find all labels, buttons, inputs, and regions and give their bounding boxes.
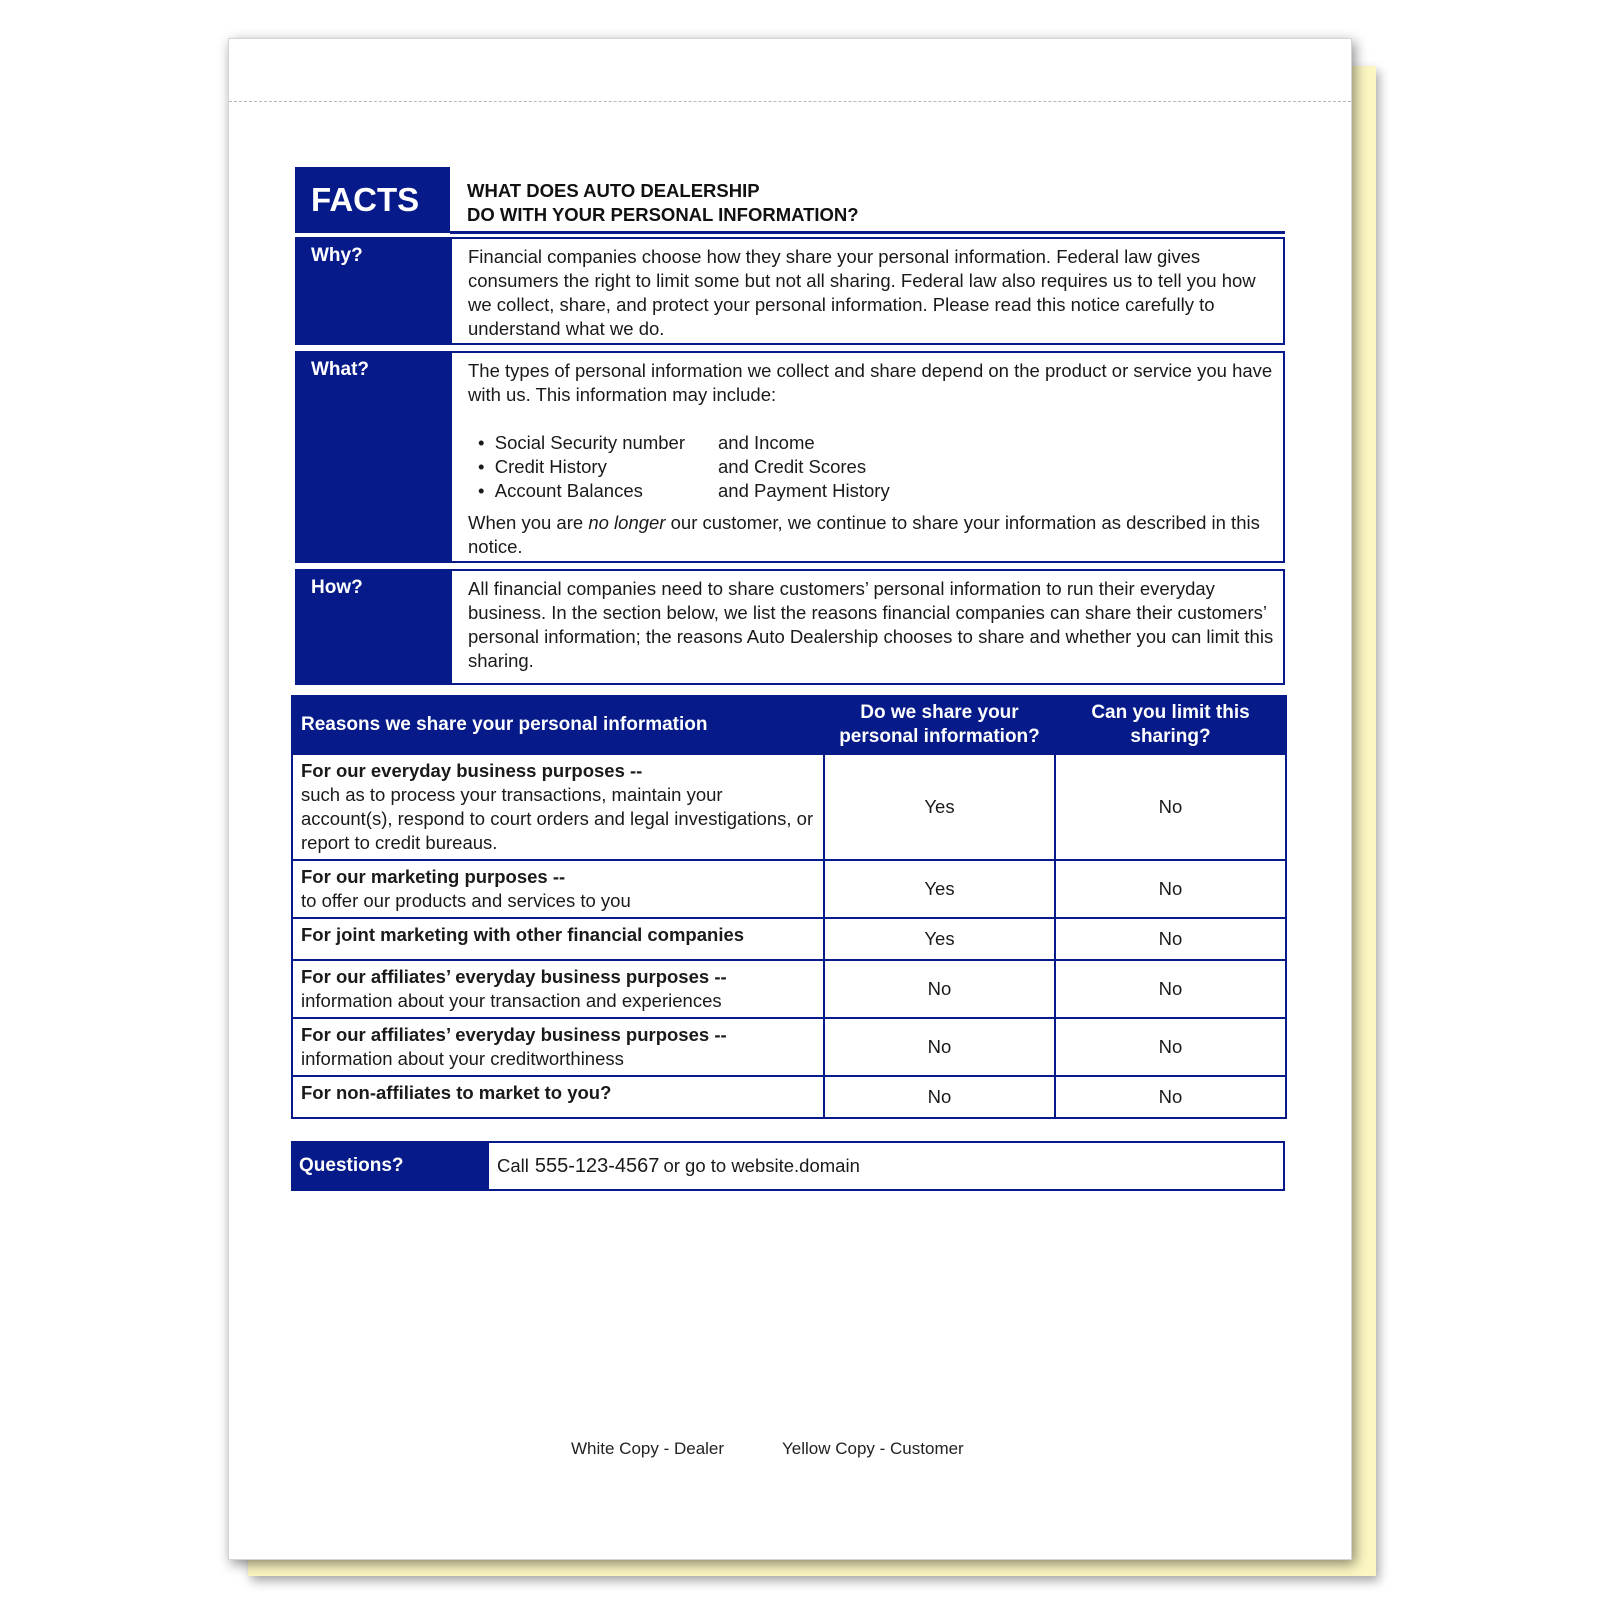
limit-cell: No	[1055, 860, 1286, 918]
table-header-row	[292, 696, 1286, 754]
how-text: All financial companies need to share customers’ personal information to run their everyday business. In the section below, we list the reasons financial companies can share their customers’ personal information; the reasons Auto Dealership chooses to share and whether you can limit this sharing.	[450, 569, 1285, 685]
what-outro: When you are no longer our customer, we continue to share your information as described in this notice.	[468, 512, 1260, 557]
share-cell: Yes	[824, 918, 1055, 960]
limit-cell: No	[1055, 754, 1286, 860]
header-rule	[450, 231, 1285, 234]
facts-label: FACTS	[295, 167, 450, 233]
list-item: • Account Balances and Payment History	[478, 480, 890, 501]
questions-label: Questions?	[291, 1141, 487, 1191]
perforation-line	[229, 101, 1351, 102]
table-row	[292, 960, 1286, 1018]
reasons-table	[291, 695, 1287, 1119]
how-section	[295, 569, 1285, 685]
share-cell: No	[824, 960, 1055, 1018]
reason-cell: For joint marketing with other financial companies	[292, 918, 824, 960]
white-copy-label: White Copy - Dealer	[571, 1439, 725, 1458]
facts-header	[295, 167, 1285, 235]
list-item: • Social Security number and Income	[478, 432, 815, 453]
white-copy-sheet	[228, 38, 1352, 1560]
reason-cell: For our affiliates’ everyday business purposes -- information about your creditworthiness	[292, 1018, 824, 1076]
phone-number: 555-123-4567	[534, 1154, 660, 1177]
table-row	[292, 1076, 1286, 1118]
share-cell: Yes	[824, 860, 1055, 918]
title-line-1: WHAT DOES AUTO DEALERSHIP	[467, 180, 760, 201]
limit-cell: No	[1055, 1018, 1286, 1076]
reason-cell: For non-affiliates to market to you?	[292, 1076, 824, 1118]
info-types-list	[478, 431, 1275, 503]
how-label: How?	[295, 569, 450, 685]
table-row	[292, 918, 1286, 960]
questions-text: Call 555-123-4567 or go to website.domain	[487, 1141, 1285, 1191]
column-header: Reasons we share your personal information	[292, 696, 824, 754]
limit-cell: No	[1055, 960, 1286, 1018]
questions-section	[291, 1141, 1285, 1191]
why-label: Why?	[295, 237, 450, 345]
share-cell: Yes	[824, 754, 1055, 860]
yellow-copy-label: Yellow Copy - Customer	[782, 1439, 964, 1458]
reason-cell: For our everyday business purposes -- such as to process your transactions, maintain your account(s), respond to court orders and legal investigations, or report to credit bureaus.	[292, 754, 824, 860]
list-item: • Credit History and Credit Scores	[478, 456, 867, 477]
limit-cell: No	[1055, 1076, 1286, 1118]
share-cell: No	[824, 1018, 1055, 1076]
table-row	[292, 754, 1286, 860]
column-header: Can you limit this sharing?	[1055, 696, 1286, 754]
reason-cell: For our affiliates’ everyday business purposes -- information about your transaction and experiences	[292, 960, 824, 1018]
why-text: Financial companies choose how they share your personal information. Federal law gives consumers the right to limit some but not all sharing. Federal law also requires us to tell you how we collect, share, and protect your personal information. Please read this notice carefully to understand what we do.	[450, 237, 1285, 345]
title-line-2: DO WITH YOUR PERSONAL INFORMATION?	[467, 204, 859, 225]
what-text	[450, 351, 1285, 563]
limit-cell: No	[1055, 918, 1286, 960]
why-section	[295, 237, 1285, 345]
table-row	[292, 860, 1286, 918]
page-title	[467, 179, 859, 227]
share-cell: No	[824, 1076, 1055, 1118]
what-label: What?	[295, 351, 450, 563]
what-section	[295, 351, 1285, 563]
what-intro: The types of personal information we collect and share depend on the product or service you have with us. This information may include:	[468, 360, 1273, 405]
table-row	[292, 1018, 1286, 1076]
reason-cell: For our marketing purposes -- to offer our products and services to you	[292, 860, 824, 918]
column-header: Do we share your personal information?	[824, 696, 1055, 754]
